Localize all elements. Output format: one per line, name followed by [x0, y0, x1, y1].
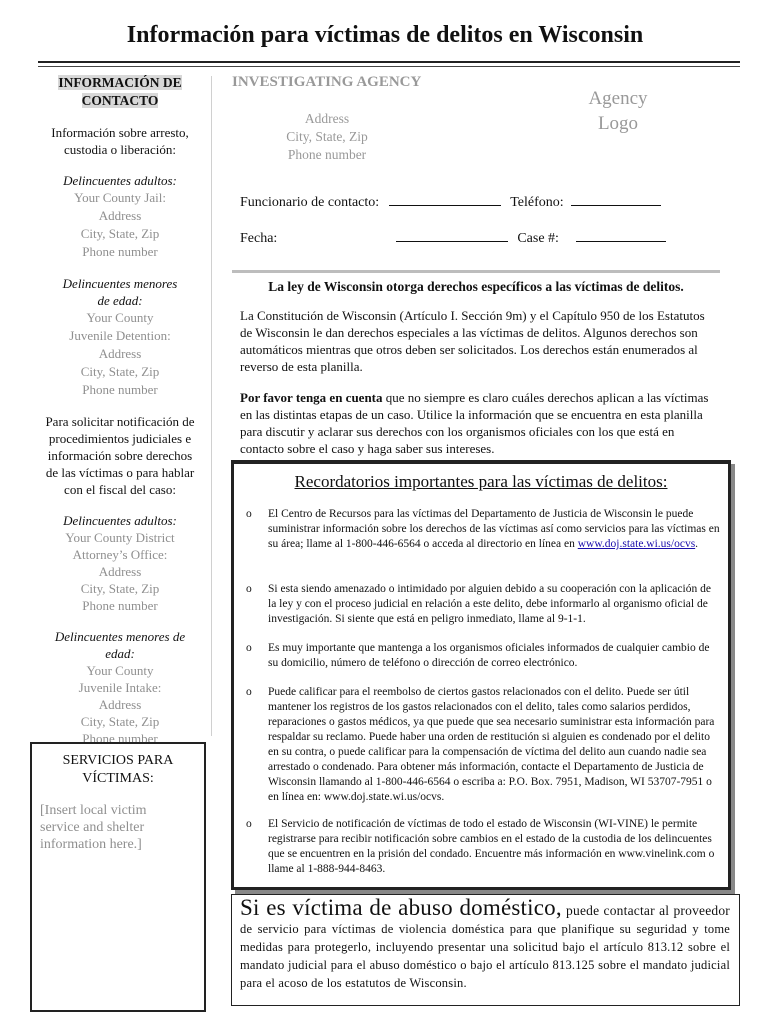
reminder-text: Puede calificar para el reembolso de ciertos gastos relacionados con el delito. Puede ser útil mantener los registros de los gastos relacionados con el delito, tales como salarios perdidos, reparaciones o gastos médicos, ya que puede que sea necesario suministrar esta información para respaldar su reclamo. Puede haber una orden de restitución si alguien es condenado por el delito en su contra, o puede calificar para la compensación de víctima del delito aun cuando nadie sea arrestado o condenado. Para obtener más información, contacte el Departamento de Justicia de Wisconsin llamando al 1-800-446-6564 o escriba a: P.O. Box. 7951, Madison, WI 53707-7951 o en línea en: www.doj.state.wi.us/ocvs.	[268, 686, 715, 803]
case-label: Case #:	[517, 231, 559, 246]
notification-line: Para solicitar notificación de	[45, 414, 195, 429]
da-phone: Phone number	[82, 598, 158, 613]
reminder-text: El Servicio de notificación de víctimas de todo el estado de Wisconsin (WI-VINE) le permite registrarse para recibir notificación sobre cambios en el estado de la custodia de los delincuentes que se encuentren en la prisión del condado. Encuentre más información en www.vinelink.com o llame al 1-888-944-8463.	[268, 818, 715, 875]
juvenile-intake-heading: edad:	[105, 646, 135, 661]
services-placeholder	[40, 802, 196, 853]
contact-title-line: INFORMACIÓN DE	[58, 75, 182, 90]
page-title: Información para víctimas de delitos en Wisconsin	[126, 22, 644, 48]
reminders-title: Recordatorios importantes para las víctimas de delitos:	[294, 472, 668, 491]
date-field[interactable]	[396, 230, 508, 242]
date-row	[240, 230, 666, 247]
detention-name: Your County	[86, 310, 154, 325]
juvenile-detention-block	[36, 275, 204, 399]
juvenile-detention-heading: Delincuentes menores	[62, 276, 178, 291]
da-name: Attorney’s Office:	[72, 547, 168, 562]
note-text: que no siempre es claro cuáles derechos aplican a las víctimas en las distintas etapas de un caso. Utilice la información que se encuentra en esta planilla para discutir y aclarar sus derechos con los organismos oficiales con los que está en contacto sobre el caso y haga saber sus intereses.	[240, 390, 709, 456]
adults-jail-block	[36, 172, 204, 261]
services-title: SERVICIOS PARA	[62, 753, 174, 768]
contact-heading	[36, 74, 204, 110]
agency-city: City, State, Zip	[286, 129, 368, 144]
domestic-abuse-heading: Si es víctima de abuso doméstico,	[240, 895, 562, 920]
agency-address: Address	[304, 111, 350, 126]
services-placeholder-line: service and shelter	[40, 820, 145, 835]
phone-field[interactable]	[571, 194, 661, 206]
reminder-text: Es muy importante que mantenga a los organismos oficiales informados de cualquier cambio de su domicilio, número de teléfono o dirección de correo electrónico.	[268, 642, 710, 669]
investigating-agency-heading: INVESTIGATING AGENCY	[232, 74, 422, 90]
jail-city: City, State, Zip	[80, 226, 160, 241]
reminder-text: Si esta siendo amenazado o intimidado por alguien debido a su cooperación con la aplicación de la ley y con el proceso judicial en relación a este delito, debe informarlo al organismo oficial de investigación. Si siente que está en peligro inmediato, llame al 9-1-1.	[268, 583, 711, 625]
title-rule	[38, 61, 740, 63]
note-emphasis: Por favor tenga en cuenta	[240, 390, 383, 405]
services-title: VÍCTIMAS:	[82, 771, 154, 786]
adults-jail-heading: Delincuentes adultos:	[63, 173, 177, 188]
arrest-info	[36, 124, 204, 158]
domestic-abuse-text	[240, 895, 731, 992]
notification-line: con el fiscal del caso:	[64, 482, 176, 497]
agency-address-block	[262, 110, 392, 164]
notification-line: procedimientos judiciales e	[48, 431, 192, 446]
adults-da-heading: Delincuentes adultos:	[63, 513, 177, 528]
agency-logo	[570, 86, 666, 136]
juvenile-intake-heading: Delincuentes menores de	[54, 629, 186, 644]
law-rule	[232, 270, 720, 273]
bullet-icon: o	[246, 583, 252, 595]
juvenile-intake-block	[36, 628, 204, 747]
note-paragraph	[240, 389, 720, 457]
contact-official-label: Funcionario de contacto:	[240, 195, 380, 210]
intake-phone: Phone number	[82, 731, 158, 746]
reminders-box	[231, 460, 731, 890]
da-name: Your County District	[65, 530, 175, 545]
law-paragraph: La Constitución de Wisconsin (Artículo I. Sección 9m) y el Capítulo 950 de los Estatutos de Wisconsin le dan derechos especiales a las víctimas de delitos. Algunos derechos son automáticos mientras que otros deben ser solicitados. Los derechos están enumerados al reverso de esta planilla.	[240, 308, 705, 374]
ocvs-link[interactable]: www.doj.state.wi.us/ocvs	[577, 538, 696, 550]
contact-row	[240, 194, 661, 211]
agency-logo-line: Agency	[588, 88, 648, 109]
victim-services-box	[30, 742, 206, 1012]
intake-address: Address	[98, 697, 142, 712]
law-title: La ley de Wisconsin otorga derechos específicos a las víctimas de delitos.	[268, 279, 684, 294]
detention-name: Juvenile Detention:	[69, 328, 171, 343]
intake-city: City, State, Zip	[80, 714, 160, 729]
bullet-icon: o	[246, 642, 252, 654]
services-placeholder-line: [Insert local victim	[40, 803, 147, 818]
arrest-info-line: custodia o liberación:	[64, 142, 176, 157]
contact-official-field[interactable]	[389, 194, 501, 206]
notification-line: de las víctimas o para hablar	[45, 465, 195, 480]
contact-column	[36, 74, 204, 747]
intake-name: Juvenile Intake:	[78, 680, 162, 695]
bullet-icon: o	[246, 686, 252, 698]
reminder-text: El Centro de Recursos para las víctimas del Departamento de Justicia de Wisconsin le puede suministrar información sobre los derechos de las víctimas así como servicios para las víctimas en su área; llame al 1-800-446-6564 o acceda al directorio en línea en www.doj.state.wi.us/ocvs.	[268, 508, 720, 550]
intake-name: Your County	[86, 663, 154, 678]
bullet-icon: o	[246, 508, 252, 520]
case-field[interactable]	[576, 230, 666, 242]
jail-address: Address	[98, 208, 142, 223]
phone-label: Teléfono:	[510, 195, 564, 210]
detention-address: Address	[98, 346, 142, 361]
arrest-info-line: Información sobre arresto,	[51, 125, 189, 140]
adults-da-block	[36, 512, 204, 614]
juvenile-detention-heading: de edad:	[97, 293, 143, 308]
notification-line: información sobre derechos	[47, 448, 193, 463]
domestic-abuse-body: de servicio para víctimas de violencia doméstica para que planifique su seguridad y tome medidas para protegerlo, incluyendo presentar una solicitud bajo el artículo 813.12 sobre el mandato judicial para el abuso doméstico o bajo el artículo 813.125 sobre el mandato judicial para el acoso de los estatutos de Wisconsin.	[240, 922, 730, 990]
notification-info	[36, 413, 204, 498]
jail-name: Your County Jail:	[74, 190, 166, 205]
agency-phone: Phone number	[287, 147, 367, 162]
da-address: Address	[98, 564, 142, 579]
detention-city: City, State, Zip	[80, 364, 160, 379]
da-city: City, State, Zip	[80, 581, 160, 596]
bullet-icon: o	[246, 818, 252, 830]
detention-phone: Phone number	[82, 382, 158, 397]
title-rule-thin	[38, 66, 740, 67]
domestic-abuse-lead: puede contactar al proveedor	[561, 903, 731, 918]
agency-logo-line: Logo	[597, 113, 639, 134]
services-placeholder-line: information here.]	[40, 837, 142, 852]
column-divider	[211, 76, 212, 736]
date-label: Fecha:	[240, 231, 278, 246]
contact-title-line: CONTACTO	[81, 93, 159, 108]
reminder-text-body: El Centro de Recursos para las víctimas del Departamento de Justicia de Wisconsin le puede suministrar información sobre los derechos de las víctimas así como servicios para las víctimas en su área; llame al 1-800-446-6564 o acceda al directorio en línea en	[268, 508, 720, 550]
jail-phone: Phone number	[82, 244, 158, 259]
